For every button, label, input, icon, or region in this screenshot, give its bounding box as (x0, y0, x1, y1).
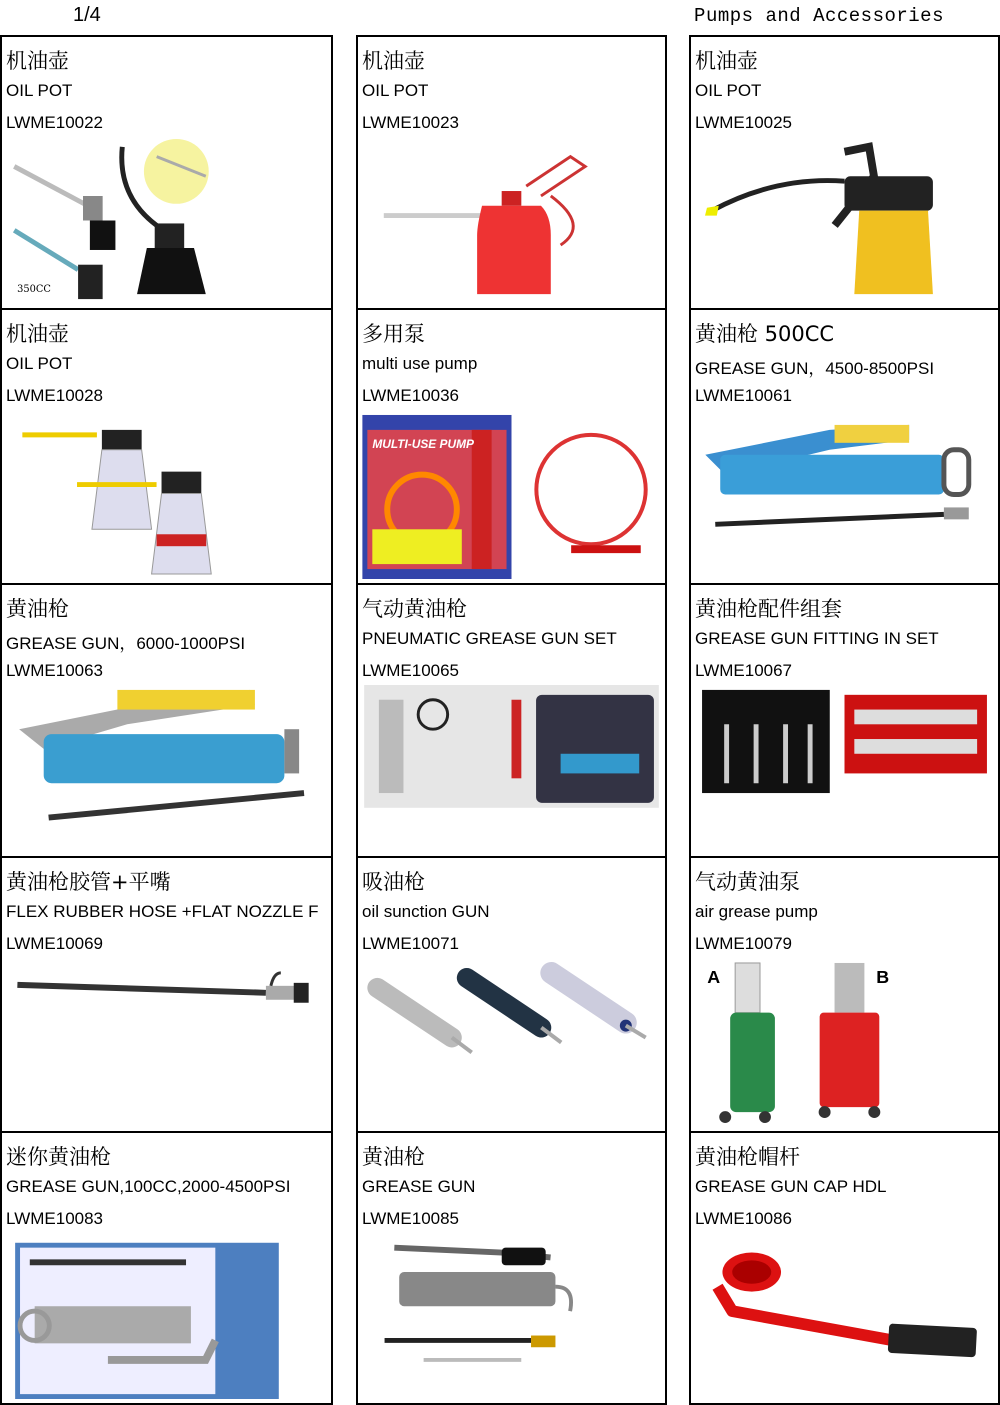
product-code: LWME10022 (6, 113, 104, 132)
product-cell (356, 583, 667, 858)
product-name-cn: 黄油枪帽杆 (695, 1145, 800, 1169)
product-code: LWME10069 (6, 934, 104, 953)
grease-gun-hose-image (6, 685, 327, 852)
capacity-label: 350CC (17, 284, 51, 296)
product-name-cn: 多用泵 (362, 322, 425, 346)
product-code: LWME10083 (6, 1209, 104, 1228)
page-number: 1/4 (73, 4, 101, 26)
product-name-cn: 机油壶 (6, 49, 69, 73)
product-name-cn: 黄油枪配件组套 (695, 597, 842, 621)
product-name-cn: 黄油枪 (362, 1145, 425, 1169)
product-code: LWME10023 (362, 113, 460, 132)
product-code: LWME10071 (362, 934, 460, 953)
pump-label-b: B (876, 966, 890, 987)
suction-guns-image (362, 958, 661, 1127)
pump-label-a: A (707, 966, 721, 987)
product-code: LWME10079 (695, 934, 793, 953)
product-name-en: OIL POT (362, 81, 429, 100)
grey-grease-gun-image (362, 1233, 661, 1399)
product-cell (356, 856, 667, 1133)
product-cell (356, 1131, 667, 1405)
air-grease-pumps-image (695, 958, 994, 1127)
product-name-en: OIL POT (695, 81, 762, 100)
product-name-cn: 黄油枪 (6, 597, 69, 621)
product-cell (0, 1131, 333, 1405)
product-name-en: FLEX RUBBER HOSE +FLAT NOZZLE F (6, 902, 319, 921)
yellow-oil-pot-image (695, 137, 994, 304)
clear-oil-pots-image (6, 410, 327, 579)
product-cell (356, 35, 667, 310)
product-code: LWME10036 (362, 386, 460, 405)
product-name-en: GREASE GUN CAP HDL (695, 1177, 887, 1196)
product-name-en: OIL POT (6, 81, 73, 100)
product-name-en: GREASE GUN FITTING IN SET (695, 629, 939, 648)
product-name-en: GREASE GUN (362, 1177, 476, 1196)
product-name-en: oil sunction GUN (362, 902, 490, 921)
product-name-en: GREASE GUN,100CC,2000-4500PSI (6, 1177, 291, 1196)
product-name-en: GREASE GUN，6000-1000PSI (6, 634, 246, 653)
product-name-cn: 黄油枪 500CC (695, 322, 835, 346)
product-cell (0, 856, 333, 1133)
product-name-cn: 机油壶 (362, 49, 425, 73)
page-title: Pumps and Accessories (694, 5, 944, 27)
product-cell (0, 308, 333, 585)
product-cell (0, 35, 333, 310)
product-name-cn: 气动黄油泵 (695, 870, 800, 894)
product-name-cn: 黄油枪胶管+平嘴 (6, 870, 171, 894)
cap-handle-image (695, 1233, 994, 1399)
product-cell (689, 308, 1000, 585)
product-cell (689, 1131, 1000, 1405)
product-name-en: PNEUMATIC GREASE GUN SET (362, 629, 617, 648)
product-code: LWME10025 (695, 113, 793, 132)
product-name-en: GREASE GUN，4500-8500PSI (695, 359, 935, 378)
product-name-cn: 迷你黄油枪 (6, 1145, 111, 1169)
product-code: LWME10028 (6, 386, 104, 405)
oil-pot-set-image (6, 137, 327, 304)
pneumatic-grease-gun-set-image (362, 685, 661, 852)
product-cell (689, 583, 1000, 858)
product-cell (689, 35, 1000, 310)
blue-grease-gun-image (695, 410, 994, 579)
product-name-en: multi use pump (362, 354, 478, 373)
product-code: LWME10065 (362, 661, 460, 680)
rubber-hose-image (6, 958, 327, 1127)
product-name-cn: 吸油枪 (362, 870, 425, 894)
product-code: LWME10067 (695, 661, 793, 680)
mini-grease-gun-image (6, 1233, 327, 1399)
red-oil-can-image (362, 137, 661, 304)
fitting-set-image (695, 685, 994, 852)
product-code: LWME10063 (6, 661, 104, 680)
product-name-en: OIL POT (6, 354, 73, 373)
product-name-cn: 机油壶 (6, 322, 69, 346)
product-cell (0, 583, 333, 858)
product-cell (689, 856, 1000, 1133)
product-name-en: air grease pump (695, 902, 818, 921)
product-name-cn: 机油壶 (695, 49, 758, 73)
product-code: LWME10086 (695, 1209, 793, 1228)
product-name-cn: 气动黄油枪 (362, 597, 467, 621)
product-code: LWME10085 (362, 1209, 460, 1228)
product-code: LWME10061 (695, 386, 793, 405)
multi-use-pump-image (362, 410, 661, 579)
product-cell (356, 308, 667, 585)
pack-label: MULTI-USE PUMP (372, 436, 474, 451)
